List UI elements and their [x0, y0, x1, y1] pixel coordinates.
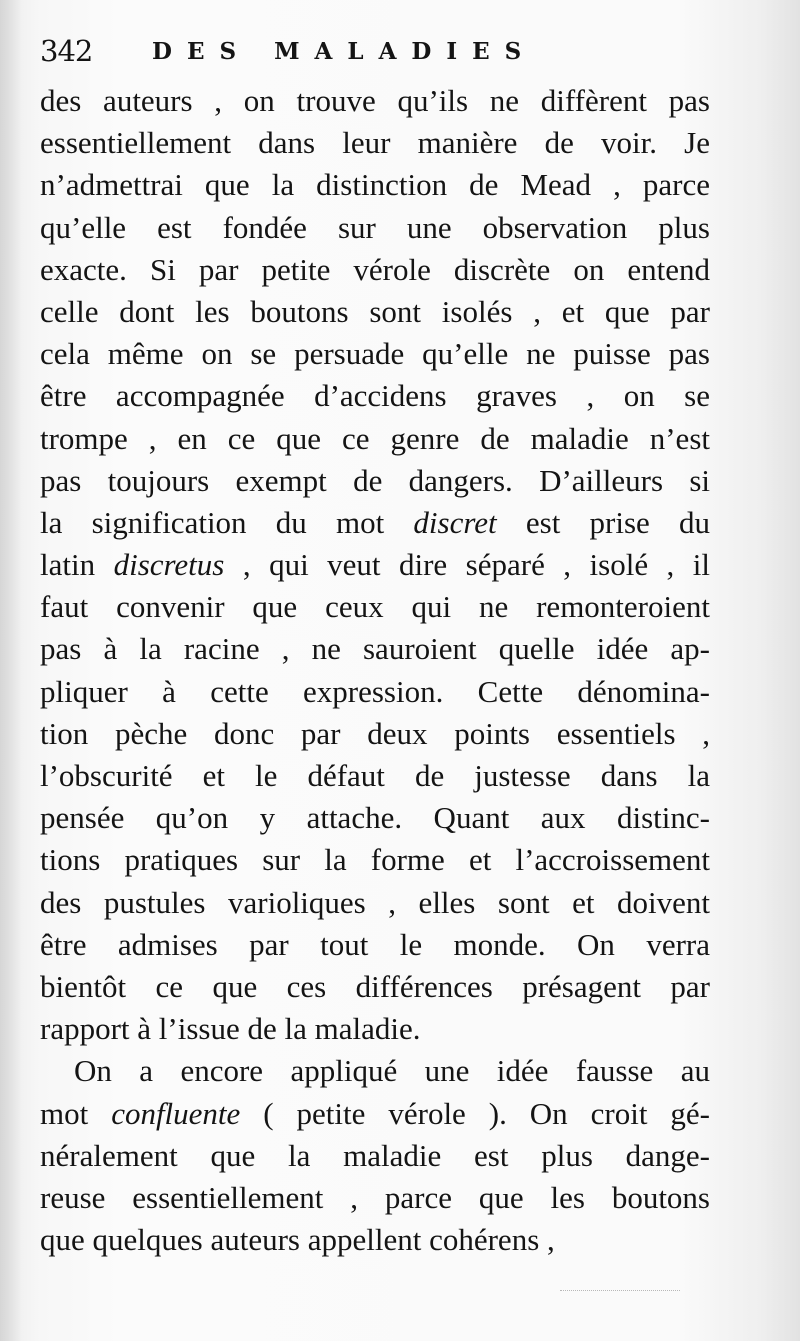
running-head: DES MALADIES	[152, 38, 537, 65]
line-text: rapport à l’issue de la maladie.	[40, 1011, 421, 1047]
text-line	[40, 628, 710, 670]
line-text: est prise du	[496, 504, 710, 540]
text-line	[40, 1219, 710, 1261]
page-footer-rule	[560, 1290, 680, 1292]
text-line	[40, 207, 710, 249]
line-text: pas à la racine , ne sauroient quelle idée ap-	[40, 631, 710, 667]
line-text: ( petite vérole ). On croit gé-	[240, 1095, 710, 1131]
line-text: mot	[40, 1095, 112, 1131]
line-text: l’obscurité et le défaut de justesse dans la	[40, 758, 710, 793]
body-text	[40, 80, 710, 1261]
text-line	[40, 80, 710, 122]
text-line	[40, 249, 710, 291]
text-line	[40, 839, 710, 881]
line-text: des auteurs , on trouve qu’ils ne diffèrent pas	[40, 83, 710, 118]
line-text: qu’elle est fondée sur une observation plus	[40, 209, 710, 245]
line-text: des pustules varioliques , elles sont et doivent	[40, 884, 710, 920]
text-line	[40, 418, 710, 460]
text-line	[40, 1135, 710, 1177]
text-line	[40, 671, 710, 713]
italic-word: confluente	[111, 1095, 241, 1131]
text-line	[40, 924, 710, 966]
line-text: tions pratiques sur la forme et l’accroissement	[40, 842, 710, 878]
text-line	[40, 375, 710, 417]
text-line	[40, 502, 710, 544]
line-text: trompe , en ce que ce genre de maladie n’est	[40, 420, 710, 456]
line-text: cela même on se persuade qu’elle ne puisse pas	[40, 336, 710, 372]
line-text: être admises par tout le monde. On verra	[40, 926, 710, 962]
text-line	[40, 164, 710, 206]
line-text: reuse essentiellement , parce que les boutons	[40, 1179, 710, 1215]
page-edge-shadow	[0, 0, 22, 1341]
line-text: essentiellement dans leur manière de voir. Je	[40, 125, 710, 161]
text-line	[40, 1177, 710, 1219]
line-text: faut convenir que ceux qui ne remonteroient	[40, 589, 710, 625]
line-text: pliquer à cette expression. Cette dénomina-	[40, 673, 710, 709]
line-text: néralement que la maladie est plus dange-	[40, 1137, 710, 1173]
line-text: celle dont les boutons sont isolés , et que par	[40, 293, 710, 329]
line-text: n’admettrai que la distinction de Mead , parce	[40, 167, 710, 203]
text-line	[40, 122, 710, 164]
page-header	[40, 30, 740, 78]
line-text: pas toujours exempt de dangers. D’ailleurs si	[40, 462, 710, 498]
line-text: , qui veut dire séparé , isolé , il	[224, 547, 710, 583]
page-number: 342	[40, 34, 93, 68]
text-line	[40, 882, 710, 924]
text-line	[40, 460, 710, 502]
italic-word: discretus	[113, 547, 225, 583]
line-text: la signification du mot	[40, 504, 414, 540]
line-text: exacte. Si par petite vérole discrète on entend	[40, 251, 710, 287]
text-line	[40, 1008, 710, 1050]
line-text: pensée qu’on y attache. Quant aux distinc-	[40, 800, 710, 836]
text-line	[40, 1050, 710, 1092]
line-text: que quelques auteurs appellent cohérens ,	[40, 1222, 555, 1258]
line-text: bientôt ce que ces différences présagent par	[40, 968, 710, 1004]
text-line	[40, 544, 710, 586]
line-text: On a encore appliqué une idée fausse au	[74, 1053, 710, 1089]
text-line	[40, 966, 710, 1008]
text-line	[40, 755, 710, 797]
italic-word: discret	[413, 504, 497, 540]
line-text: être accompagnée d’accidens graves , on se	[40, 378, 710, 414]
text-line	[40, 586, 710, 628]
line-text: tion pèche donc par deux points essentiels ,	[40, 715, 710, 751]
text-line	[40, 797, 710, 839]
text-line	[40, 713, 710, 755]
text-line	[40, 1093, 710, 1135]
text-line	[40, 333, 710, 375]
text-line	[40, 291, 710, 333]
line-text: latin	[40, 547, 114, 583]
